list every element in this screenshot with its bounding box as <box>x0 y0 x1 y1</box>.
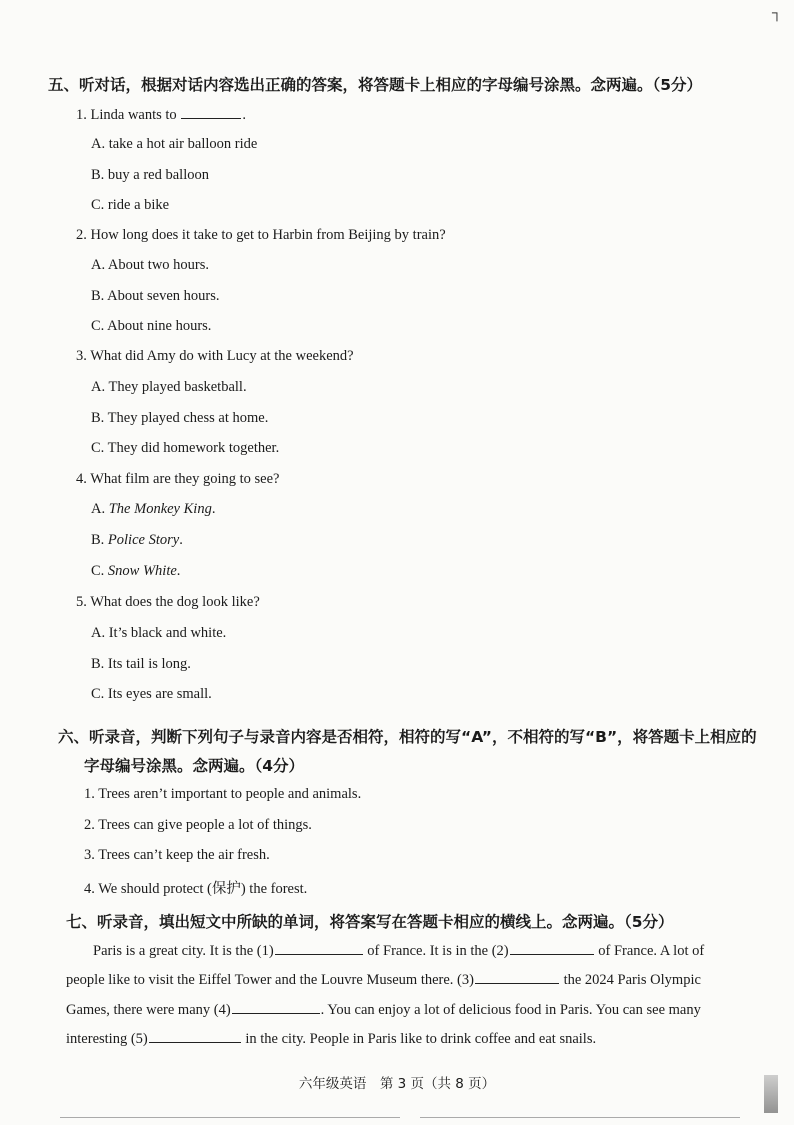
option-3c: C. They did homework together. <box>91 440 280 456</box>
blank-2 <box>510 942 594 955</box>
passage-line-3 <box>66 1001 701 1019</box>
option-4b <box>91 532 183 549</box>
option-4b-end: . <box>179 532 183 548</box>
blank-1 <box>275 942 363 955</box>
statement-3: 3. Trees can’t keep the air fresh. <box>84 847 270 863</box>
option-1b: B. buy a red balloon <box>91 167 209 183</box>
option-1c: C. ride a bike <box>91 197 170 213</box>
passage-text: the 2024 Paris Olympic <box>559 972 701 988</box>
question-4: 4. What film are they going to see? <box>76 471 280 487</box>
option-1a: A. take a hot air balloon ride <box>91 136 258 152</box>
option-3a: A. They played basketball. <box>91 379 247 395</box>
question-1-end: . <box>242 107 246 123</box>
statement-2: 2. Trees can give people a lot of things. <box>84 817 312 833</box>
statement-4: 4. We should protect (保护) the forest. <box>84 881 308 897</box>
corner-mark: ┐ <box>772 6 782 21</box>
option-4c-letter: C. <box>91 563 108 579</box>
blank-4 <box>232 1001 320 1014</box>
option-4c-end: . <box>176 563 181 579</box>
passage-text: Paris is a great city. It is the (1) <box>93 943 274 959</box>
option-5a: A. It’s black and white. <box>91 625 227 641</box>
section5-heading: 五、听对话，根据对话内容选出正确的答案，将答题卡上相应的字母编号涂黑。念两遍。（5分） <box>48 76 703 94</box>
option-4c <box>91 563 180 580</box>
option-5b: B. Its tail is long. <box>91 656 191 672</box>
option-4c-title: Snow White <box>107 563 177 579</box>
bottom-rule-right <box>420 1117 740 1118</box>
option-4b-title: Police Story <box>107 532 180 548</box>
option-4a-title: The Monkey King <box>108 501 212 517</box>
blank-3 <box>475 971 559 984</box>
option-2c: C. About nine hours. <box>91 318 212 334</box>
passage-line-4 <box>66 1030 596 1048</box>
scan-edge <box>764 1075 778 1113</box>
question-1 <box>76 106 246 124</box>
section7-heading: 七、听录音，填出短文中所缺的单词，将答案写在答题卡相应的横线上。念两遍。（5分） <box>66 913 674 931</box>
option-4a-letter: A. <box>91 501 109 517</box>
question-1-text: 1. Linda wants to <box>76 107 181 123</box>
bottom-rule-left <box>60 1117 400 1118</box>
option-3b: B. They played chess at home. <box>91 410 269 426</box>
passage-line-1 <box>93 942 704 960</box>
passage-text: in the city. People in Paris like to drink coffee and eat snails. <box>241 1031 597 1047</box>
passage-text: Games, there were many (4) <box>66 1002 231 1018</box>
passage-text: . You can enjoy a lot of delicious food in Paris. You can see many <box>320 1002 701 1018</box>
question-3: 3. What did Amy do with Lucy at the weekend? <box>76 348 354 364</box>
answer-blank <box>181 106 241 119</box>
option-5c: C. Its eyes are small. <box>91 686 212 702</box>
option-4a <box>91 501 215 518</box>
option-4b-letter: B. <box>91 532 108 548</box>
passage-text: people like to visit the Eiffel Tower and the Louvre Museum there. (3) <box>66 972 474 988</box>
passage-text: of France. A lot of <box>594 943 705 959</box>
option-2a: A. About two hours. <box>91 257 210 273</box>
section6-heading-line1: 六、听录音，判断下列句子与录音内容是否相符，相符的写“A”，不相符的写“B”，将答题卡上相应的 <box>58 728 757 746</box>
section6-heading-line2: 字母编号涂黑。念两遍。（4分） <box>84 757 305 775</box>
question-5: 5. What does the dog look like? <box>76 594 260 610</box>
passage-line-2 <box>66 971 701 989</box>
passage-text: of France. It is in the (2) <box>363 943 509 959</box>
blank-5 <box>149 1030 241 1043</box>
passage-text: interesting (5) <box>66 1031 148 1047</box>
question-2: 2. How long does it take to get to Harbin from Beijing by train? <box>76 227 446 243</box>
option-4a-end: . <box>211 501 216 517</box>
page-footer: 六年级英语 第 3 页（共 8 页） <box>298 1076 496 1092</box>
statement-1: 1. Trees aren’t important to people and animals. <box>84 786 362 802</box>
option-2b: B. About seven hours. <box>91 288 220 304</box>
